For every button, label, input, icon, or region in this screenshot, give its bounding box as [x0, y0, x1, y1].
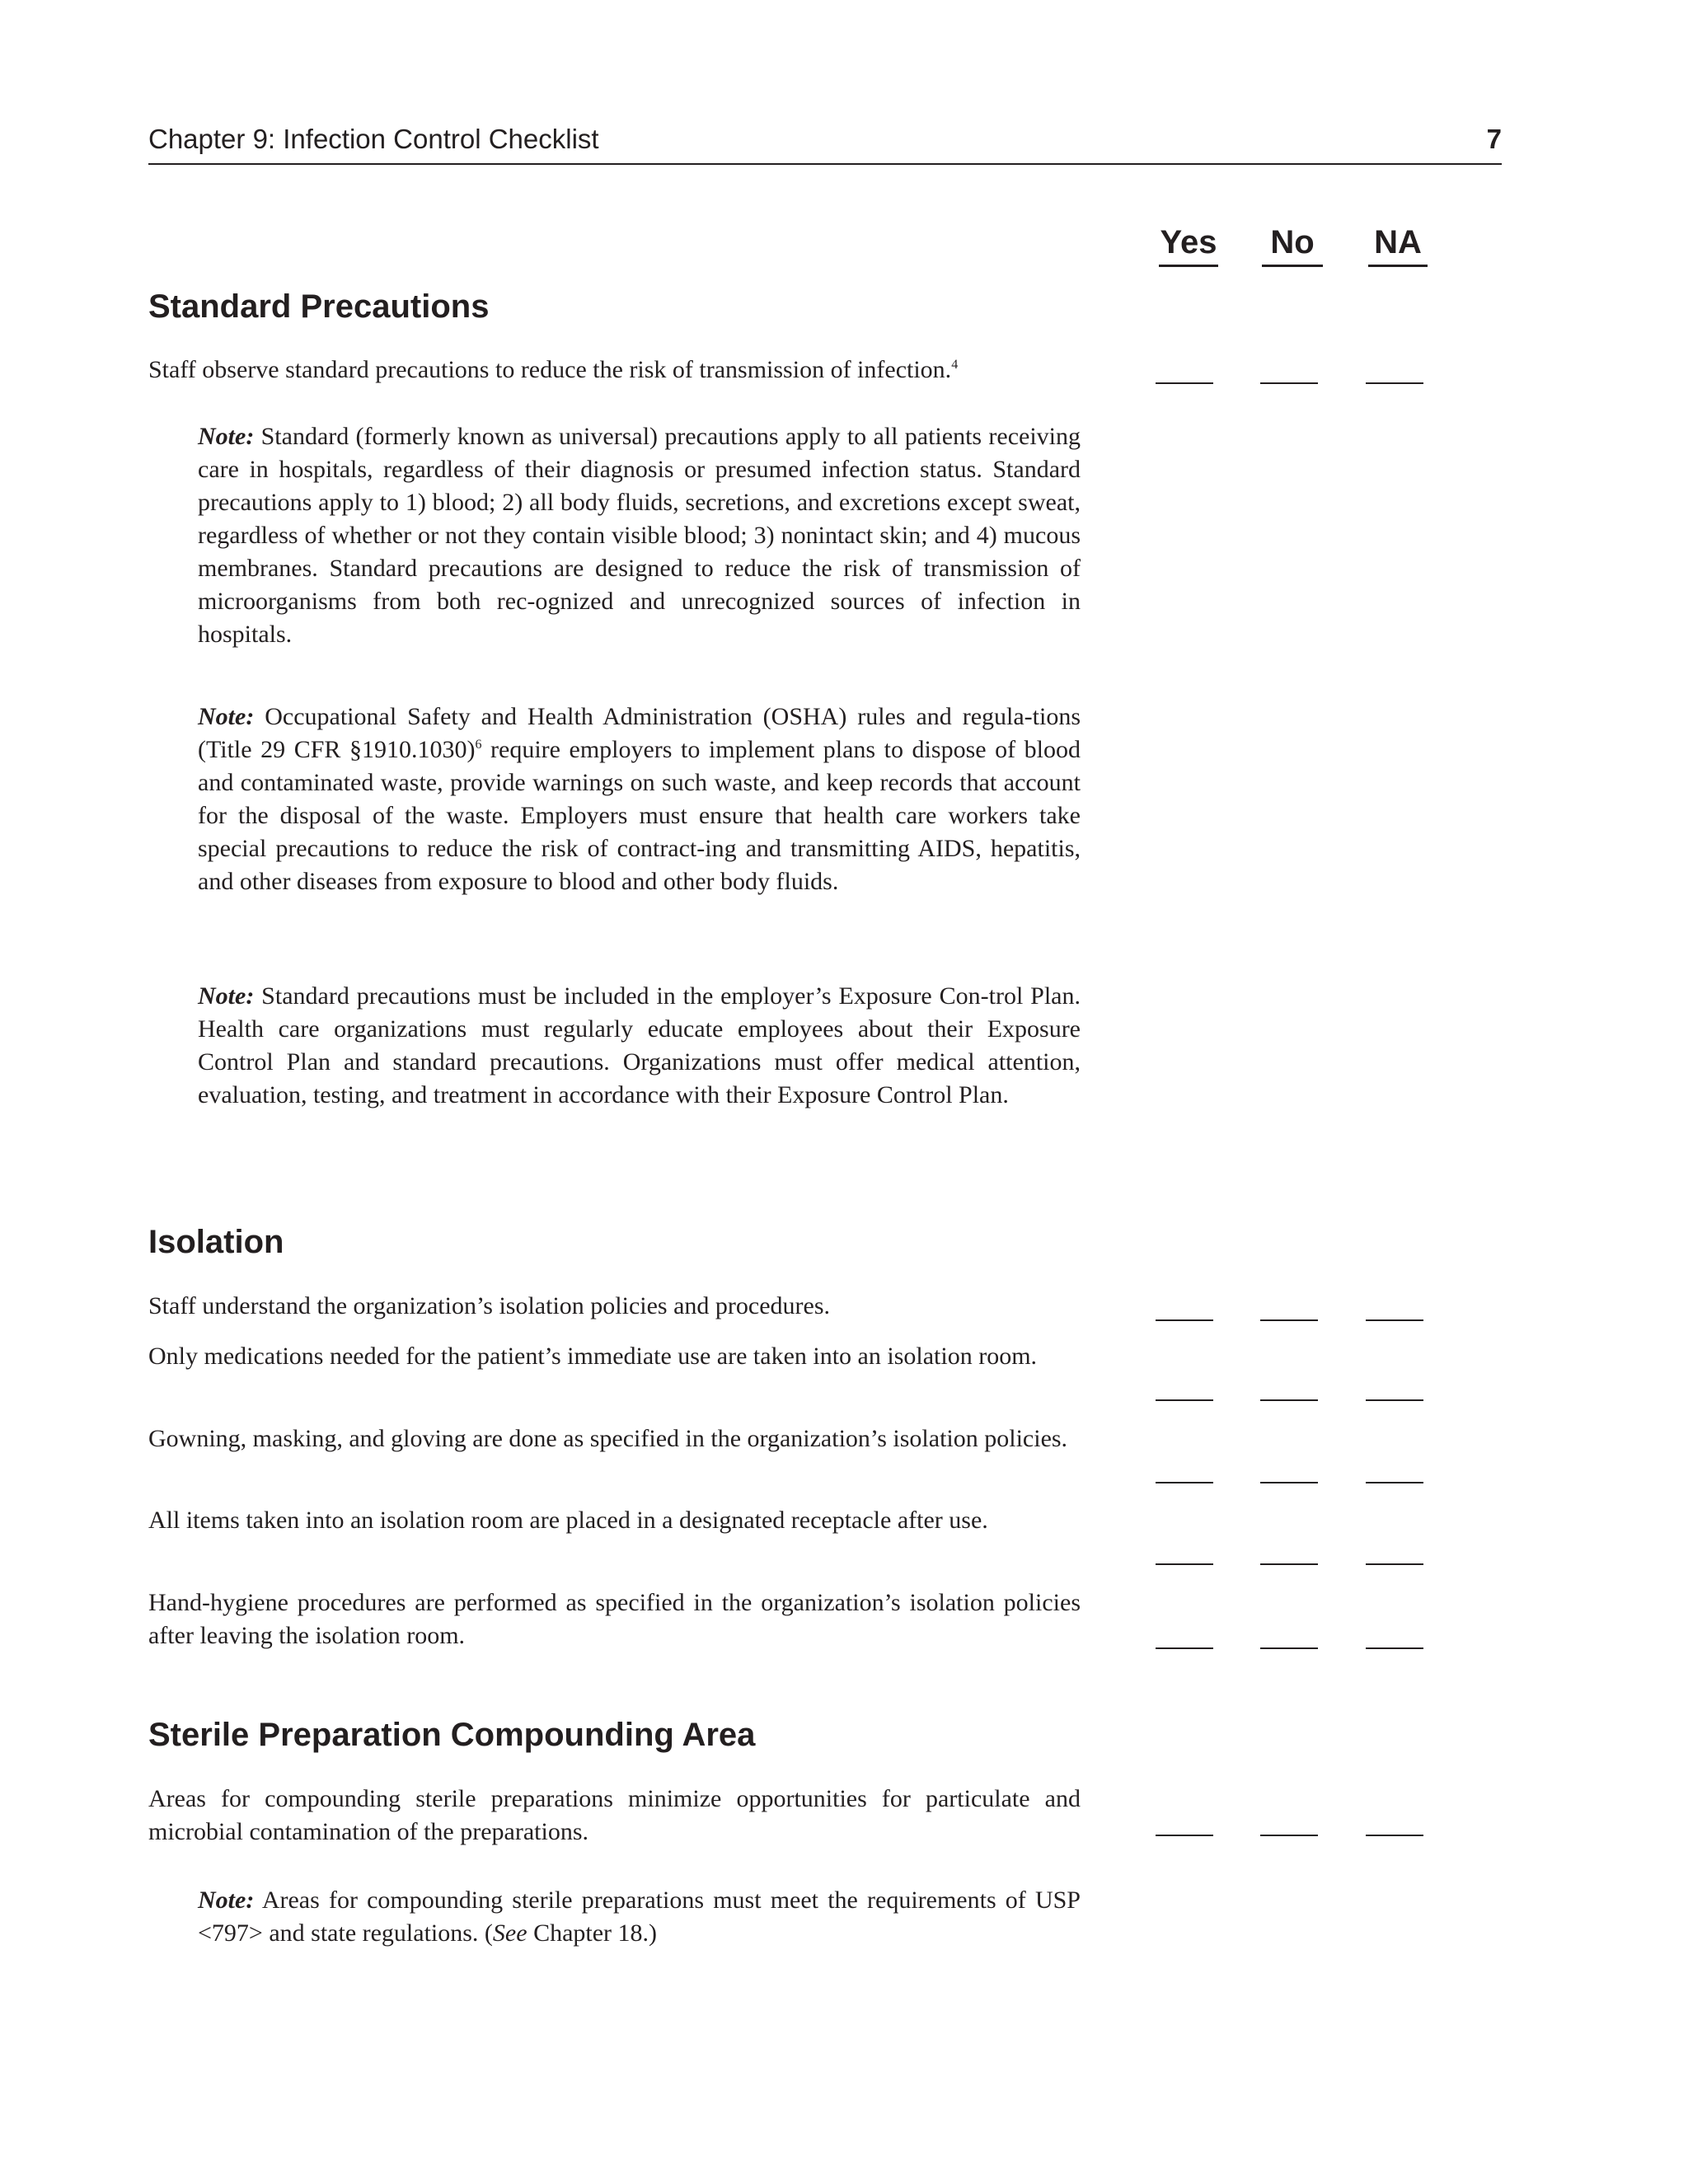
answer-blank-na[interactable]	[1366, 1563, 1423, 1565]
answer-blank-yes[interactable]	[1156, 1835, 1213, 1836]
answer-blank-na[interactable]	[1366, 382, 1423, 384]
running-header	[148, 124, 1502, 165]
answer-blank-no[interactable]	[1260, 1835, 1318, 1836]
page-number: 7	[1486, 124, 1502, 154]
answer-blank-no[interactable]	[1260, 1482, 1318, 1483]
checklist-item: Staff understand the organization’s isolation policies and procedures.	[148, 1292, 831, 1319]
answer-blank-no[interactable]	[1260, 382, 1318, 384]
answer-blank-na[interactable]	[1366, 1835, 1423, 1836]
section-title-standard-precautions: Standard Precautions	[148, 288, 490, 325]
answer-blank-yes[interactable]	[1156, 382, 1213, 384]
answer-blank-no[interactable]	[1260, 1647, 1318, 1649]
column-header-no: No	[1262, 224, 1323, 267]
answer-blank-yes[interactable]	[1156, 1399, 1213, 1401]
checklist-item: Staff observe standard precautions to reduce the risk of transmission of infection.$^4$	[148, 356, 959, 383]
answer-blank-na[interactable]	[1366, 1482, 1423, 1483]
checklist-item: Gowning, masking, and gloving are done as specified in the organization’s isolation policies.	[148, 1425, 1068, 1452]
answer-blank-na[interactable]	[1366, 1399, 1423, 1401]
checklist-item: Hand-hygiene procedures are performed as specified in the organization’s isolation policies after leaving the isolation room.	[148, 1589, 1081, 1649]
chapter-title: Chapter 9: Infection Control Checklist	[148, 124, 599, 154]
column-headers	[1154, 224, 1442, 274]
section-title-sterile-compounding: Sterile Preparation Compounding Area	[148, 1717, 756, 1753]
answer-blank-yes[interactable]	[1156, 1319, 1213, 1321]
answer-blank-na[interactable]	[1366, 1319, 1423, 1321]
answer-blank-no[interactable]	[1260, 1399, 1318, 1401]
answer-blank-no[interactable]	[1260, 1319, 1318, 1321]
note-paragraph: Note: Areas for compounding sterile preparations must meet the requirements of USP <797> and state regulations. (See Chapter 18.)	[198, 1886, 1081, 1947]
column-header-na: NA	[1368, 224, 1428, 267]
answer-blank-yes[interactable]	[1156, 1482, 1213, 1483]
note-paragraph: Note: Standard (formerly known as universal) precautions apply to all patients receiving care in hospitals, regardless of their diagnosis or presumed infection status. Standard precautions apply to 1) blood; 2) all body fluids, secretions, and excretions except sweat, regardless of whether or not they contain visible blood; 3) nonintact skin; and 4) mucous membranes. Standard precautions are designed to reduce the risk of transmission of microorganisms from both rec-ognized and unrecognized sources of infection in hospitals.	[198, 423, 1081, 648]
checklist-item: Only medications needed for the patient’s immediate use are taken into an isolation room.	[148, 1343, 1038, 1370]
note-paragraph: Note: Standard precautions must be included in the employer’s Exposure Con-trol Plan. Health care organizations must regularly educate employees about their Exposure Control Plan and standard precautions. Organizations must offer medical attention, evaluation, testing, and treatment in accordance with their Exposure Control Plan.	[198, 982, 1081, 1108]
answer-blank-yes[interactable]	[1156, 1563, 1213, 1565]
answer-blank-no[interactable]	[1260, 1563, 1318, 1565]
checklist-item: All items taken into an isolation room are placed in a designated receptacle after use.	[148, 1507, 988, 1534]
column-header-yes: Yes	[1159, 224, 1218, 267]
answer-blank-na[interactable]	[1366, 1647, 1423, 1649]
checklist-item: Areas for compounding sterile preparations minimize opportunities for particulate and microbial contamination of the preparations.	[148, 1785, 1081, 1845]
note-paragraph: Note: Occupational Safety and Health Administration (OSHA) rules and regula-tions (Title 29 CFR §1910.1030)$^6$ require employers to implement plans to dispose of blood and contaminated waste, provide warnings on such waste, and keep records that account for the disposal of the waste. Employers must ensure that health care workers take special precautions to reduce the risk of contract-ing and transmitting AIDS, hepatitis, and other diseases from exposure to blood and other body fluids.	[198, 703, 1081, 895]
section-title-isolation: Isolation	[148, 1224, 284, 1260]
answer-blank-yes[interactable]	[1156, 1647, 1213, 1649]
